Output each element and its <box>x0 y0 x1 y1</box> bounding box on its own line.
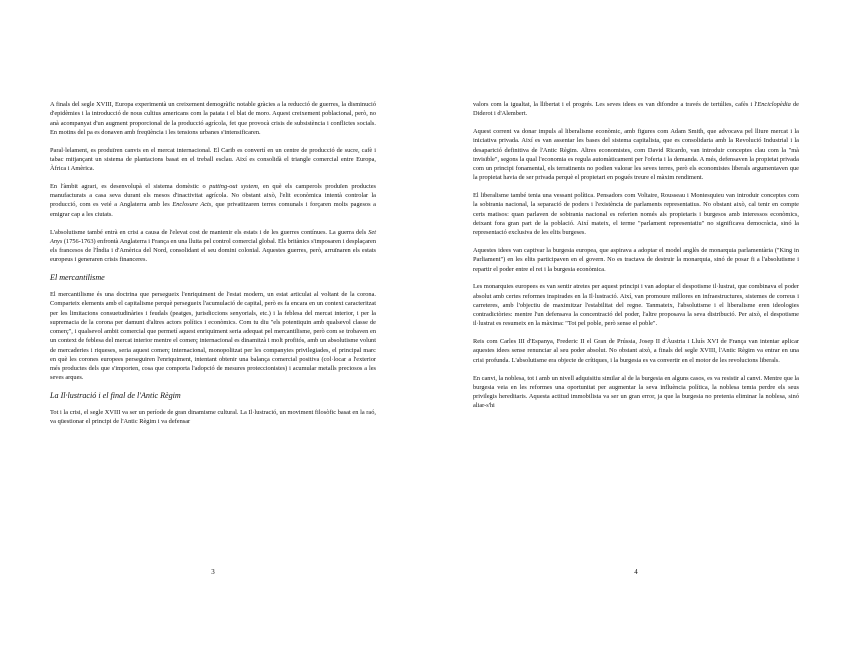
paragraph-text: de Diderot i d'Alembert. <box>473 101 800 118</box>
paragraph-text: En l'àmbit agrari, es desenvolupà el sistema domèstic o <box>50 182 210 190</box>
paragraph: A finals del segle XVIII, Europa experimentà un creixement demogràfic notable gràcies a la reducció de guerres, la disminució d'epidèmies i la introducció de nous cultius americans com la patata i el blat de moro. Aquest creixement poblacional, però, no anà acompanyat d'un augment proporcional de la producció agrícola, fet que provocà crisis de subsistència i conflictes socials. En motins del pa es donaven amb freqüència i les tensions urbanes s'intensificaren. <box>50 101 376 136</box>
section-heading: La Il·lustració i el final de l'Antic Règim <box>50 391 181 401</box>
emphasized-term: Enclosure Acts <box>172 201 212 209</box>
left-page-text-column <box>50 100 376 435</box>
paragraph: El mercantilisme és una doctrina que persegueix l'enriquiment de l'estat modern, un estat articulat al voltant de la corona. Comparteix elements amb el capitalisme perquè persegueix l'acumulació de capital, però es fa encara en un context caracteritzat per les limitacions consuetudinàries i feudals (peatges, jurisdiccions senyorials, etc.) i la feblesa del mercat interior, i per la supremacia de la corona per damunt d'altres actors polítics i econòmics. Com tu diu "els potentiquin amb qualsevol classe de comerç", i qualsevol ambit comercial que permetí aquest enriquiment seria adequat pel mercantilisme, però com se trobaven en un context de feblesa del mercat interior mentre el comerç internacional es dinamitzà i molt profitós, amb un absolutisme volunt de mercaderies i riqueses, seria aquest comerç internacional, monopolitzat per les companyies privilegiades, el principal marc en què les corones europees perseguiren l'enriquiment, intentant obtenir una balança comercial positiva (col·locar a l'exterior més productes dels que s'importen, cosa que comporta l'adopció de mesures proteccionistes) i acumular metalls preciosos a les seves arques. <box>50 291 376 382</box>
paragraph: Les monarquies europees es van sentir atretes per aquest principi i van adoptar el despotisme il·lustrat, que combinava el poder absolut amb certes reformes inspirades en la Il·lustració. Així, van promoure millores en infraestructures, sistemes de correus i carreteres, amb l'objectiu de maximitzar l'estabilitat del regne. Tanmateix, l'absolutisme i el liberalisme eren ideologies contradictòries: mentre l'un defensava la concentració del poder, l'altre proposava la seva distribució. Per això, el despotisme il·lustrat es resumeix en la màxima: "Tot pel poble, però sense el poble". <box>473 283 799 328</box>
paragraph-text: , en què els camperols produïen productes manufacturats a casa seva durant els mesos d'inactivitat agrícola. No obstant això, l'elit econòmica intentà controlar la producció, com es veié a Anglaterra amb les <box>50 182 376 209</box>
page-number: 3 <box>211 568 215 576</box>
emphasized-term: Set Anys <box>50 228 376 245</box>
emphasized-term: putting-out system <box>209 182 258 190</box>
paragraph: Reis com Carles III d'Espanya, Frederic II el Gran de Prússia, Josep II d'Àustria i Lluís XVI de França van intentar aplicar aquestes idees sense renunciar al seu poder absolut. No obstant això, a finals del segle XVIII, l'Antic Règim va entrar en una crisi profunda. L'absolutisme era objecte de crítiques, i la burgesia es va convertir en el motor de les revolucions liberals. <box>473 338 799 364</box>
paragraph: El liberalisme també tenia una vessant política. Pensadors com Voltaire, Rousseau i Montesquieu van introduir conceptes com la sobirania nacional, la separació de poders i l'existència de parlaments representatius. No obstant això, cal tenir en compte certs matisos: quan parlaven de sobirania nacional es referien només als propietaris i burgesos amb interessos econòmics, deixant fora gran part de la població. Així mateix, el terme "parlament representatiu" no significava democràcia, sinó la representació exclusiva de les elits burgeses. <box>473 192 799 237</box>
emphasized-term: Enciclopèdia <box>757 101 791 108</box>
page-number: 4 <box>634 568 638 576</box>
paragraph-text: valors com la igualtat, la llibertat i el progrés. Les seves idees es van difondre a través de tertúlies, cafès i l' <box>473 101 758 108</box>
paragraph <box>50 182 376 219</box>
paragraph-text: (1756-1763) enfrontà Anglaterra i França en una lluita pel control comercial global. Els britànics s'imposaren i desplaçaren els francesos de l'Índia i d'Amèrica del Nord, consolidant el seu domini colonial. Aquestes guerres, però, arruïnaren els estats europeus i generaren crisis financeres. <box>50 237 376 264</box>
paragraph-text: L'absolutisme també entrà en crisi a causa de l'elevat cost de mantenir els estats i de les guerres contínues. La guerra dels <box>50 228 369 236</box>
paragraph: En canvi, la noblesa, tot i amb un nivell adquisitiu similar al de la burgesia en alguns casos, es va resistir al canvi. Mentre que la burgesia veia en les reformes una oportunitat per augmentar la seva influència política, la noblesa temia perdre els seus privilegis hereditaris. Aquesta actitud immobilista va ser un gran error, ja que la burgesia no pretenia eliminar la noblesa, sinó aliar-s'hi <box>473 374 799 410</box>
paragraph: Tot i la crisi, el segle XVIII va ser un període de gran dinamisme cultural. La Il·lustració, un moviment filosòfic basat en la raó, va qüestionar el principi de l'Antic Règim i va defensar <box>50 409 376 426</box>
paragraph: Aquestes idees van captivar la burgesia europea, que aspirava a adoptar el model anglès de monarquia parlamentària ("King in Parliament") en les elits participaven en el govern. No es tractava de destruir la monarquia, sinó de posar fi a l'absolutisme i repartir el poder entre el rei i la burgesia econòmica. <box>473 247 799 273</box>
paragraph: Aquest corrent va donar impuls al liberalisme econòmic, amb figures com Adam Smith, que advocava pel lliure mercat i la iniciativa privada. Així es van assentar les bases del sistema capitalista, que es consolidaria amb la Revolució Industrial i la desaparició definitiva de l'Antic Règim. Altres economistes, com David Ricardo, van introduir conceptes clau com la "mà invisible", segons la qual l'economia es regula automàticament per l'oferta i la demanda. A més, defensaven la propietat privada com un principi fonamental, els terratinents no podien valorar les seves terres, però els economistes liberals argumentaven que la propietat havia de ser privada perquè el propietari en pogués treure el màxim rendiment. <box>473 128 799 182</box>
paragraph: Paral·lelament, es produïren canvis en el mercat internacional. El Carib es convertí en un centre de producció de sucre, cafè i tabac mitjançant un sistema de plantacions basat en el treball esclau. Així es consolidà el triangle comercial entre Europa, Àfrica i Amèrica. <box>50 146 376 173</box>
paragraph <box>473 100 799 119</box>
section-heading: El mercantilisme <box>50 273 105 283</box>
right-page <box>424 0 848 655</box>
paragraph <box>50 228 376 265</box>
right-page-text-column <box>473 100 799 419</box>
paragraph-text: , que privatitzaren terres comunals i forçaren molts pagesos a emigrar cap a les ciutats. <box>50 201 376 218</box>
